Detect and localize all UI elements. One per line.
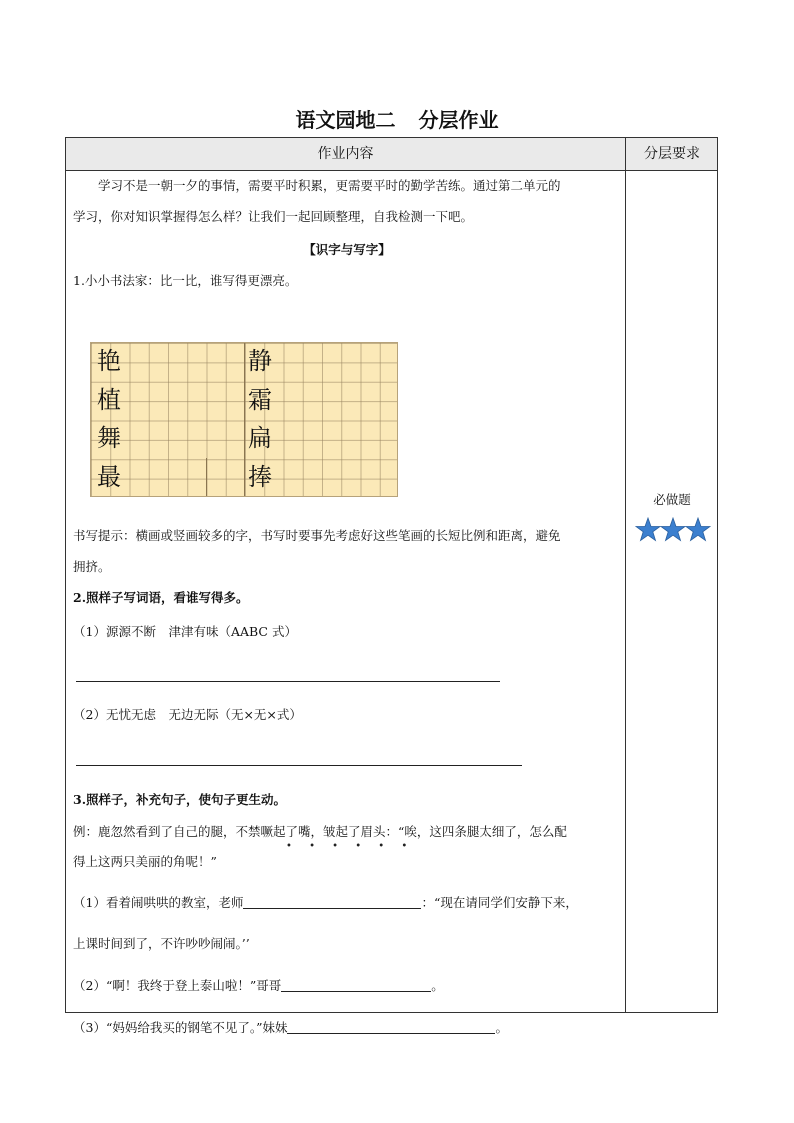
emphasis-dots: • • • • • • <box>286 841 415 852</box>
q2-title: 2.照样子写词语，看谁写得多。 <box>73 590 249 605</box>
grid-divider-small <box>206 458 207 496</box>
intro-line2: 学习，你对知识掌握得怎么样？让我们一起回顾整理，自我检测一下吧。 <box>73 209 474 224</box>
header-requirement: 分层要求 <box>644 146 700 162</box>
page-title <box>0 104 794 133</box>
q3-item1-line1 <box>73 894 621 912</box>
q3-item3-blank[interactable] <box>287 1033 495 1034</box>
intro-line1: 学习不是一朝一夕的事情，需要平时积累，更需要平时的勤学苦练。通过第二单元的 <box>98 178 561 193</box>
q3-example-line2: 得上这两只美丽的角呢！” <box>73 854 217 869</box>
calligraphy-grid <box>90 342 398 497</box>
q3-item2-start: （2）“啊！我终于登上泰山啦！”哥哥 <box>73 978 282 993</box>
q3-item2-end: 。 <box>431 978 444 993</box>
q3-item2-blank[interactable] <box>281 991 431 992</box>
q3-item3-end: 。 <box>495 1020 508 1035</box>
star-icon <box>636 518 660 541</box>
char-left-2: 植 <box>97 386 121 414</box>
q3-item1-line2: 上课时间到了，不许吵吵闹闹。’’ <box>73 936 250 951</box>
q2-answer-line2[interactable] <box>76 765 522 766</box>
q1-tip-line2: 拥挤。 <box>73 559 111 574</box>
star-icon <box>661 518 685 541</box>
homework-table <box>65 137 718 1035</box>
q1-title: 1.小小书法家：比一比，谁写得更漂亮。 <box>73 273 298 288</box>
char-right-2: 霜 <box>248 386 272 414</box>
difficulty-stars <box>635 517 711 543</box>
table-header <box>66 138 717 171</box>
grid-divider <box>244 343 245 496</box>
requirement-label: 必做题 <box>653 492 691 507</box>
q3-item1-start: （1）看着闹哄哄的教室，老师 <box>73 895 244 910</box>
char-left-1: 艳 <box>97 347 121 375</box>
q1-tip-line1: 书写提示：横画或竖画较多的字，书写时要事先考虑好这些笔画的长短比例和距离，避免 <box>73 528 561 543</box>
q3-item3 <box>73 1019 621 1037</box>
header-content: 作业内容 <box>317 146 374 162</box>
char-left-4: 最 <box>97 463 121 491</box>
char-right-3: 扁 <box>248 424 272 452</box>
q2-item1: （1）源源不断 津津有味（AABC 式） <box>73 624 297 639</box>
q3-item1-blank[interactable] <box>243 908 421 909</box>
q3-item1-end: ：“现在请同学们安静下来， <box>421 895 578 910</box>
q3-item2 <box>73 977 621 995</box>
section-title: 【识字与写字】 <box>303 242 391 257</box>
column-divider <box>625 138 626 1012</box>
char-left-3: 舞 <box>97 424 121 452</box>
title-part2: 分层作业 <box>418 108 499 132</box>
q3-example-line1: 例：鹿忽然看到了自己的腿，不禁噘起了嘴，皱起了眉头：“唉，这四条腿太细了，怎么配 <box>73 824 567 839</box>
q3-title: 3.照样子，补充句子，使句子更生动。 <box>73 792 287 807</box>
char-right-1: 静 <box>248 347 272 375</box>
q2-answer-line1[interactable] <box>76 681 500 682</box>
q2-item2: （2）无忧无虑 无边无际（无×无×式） <box>73 707 302 722</box>
char-right-4: 捧 <box>248 463 272 491</box>
q3-item3-start: （3）“妈妈给我买的钢笔不见了。”妹妹 <box>73 1020 288 1035</box>
title-part1: 语文园地二 <box>295 108 396 132</box>
star-icon <box>686 518 710 541</box>
